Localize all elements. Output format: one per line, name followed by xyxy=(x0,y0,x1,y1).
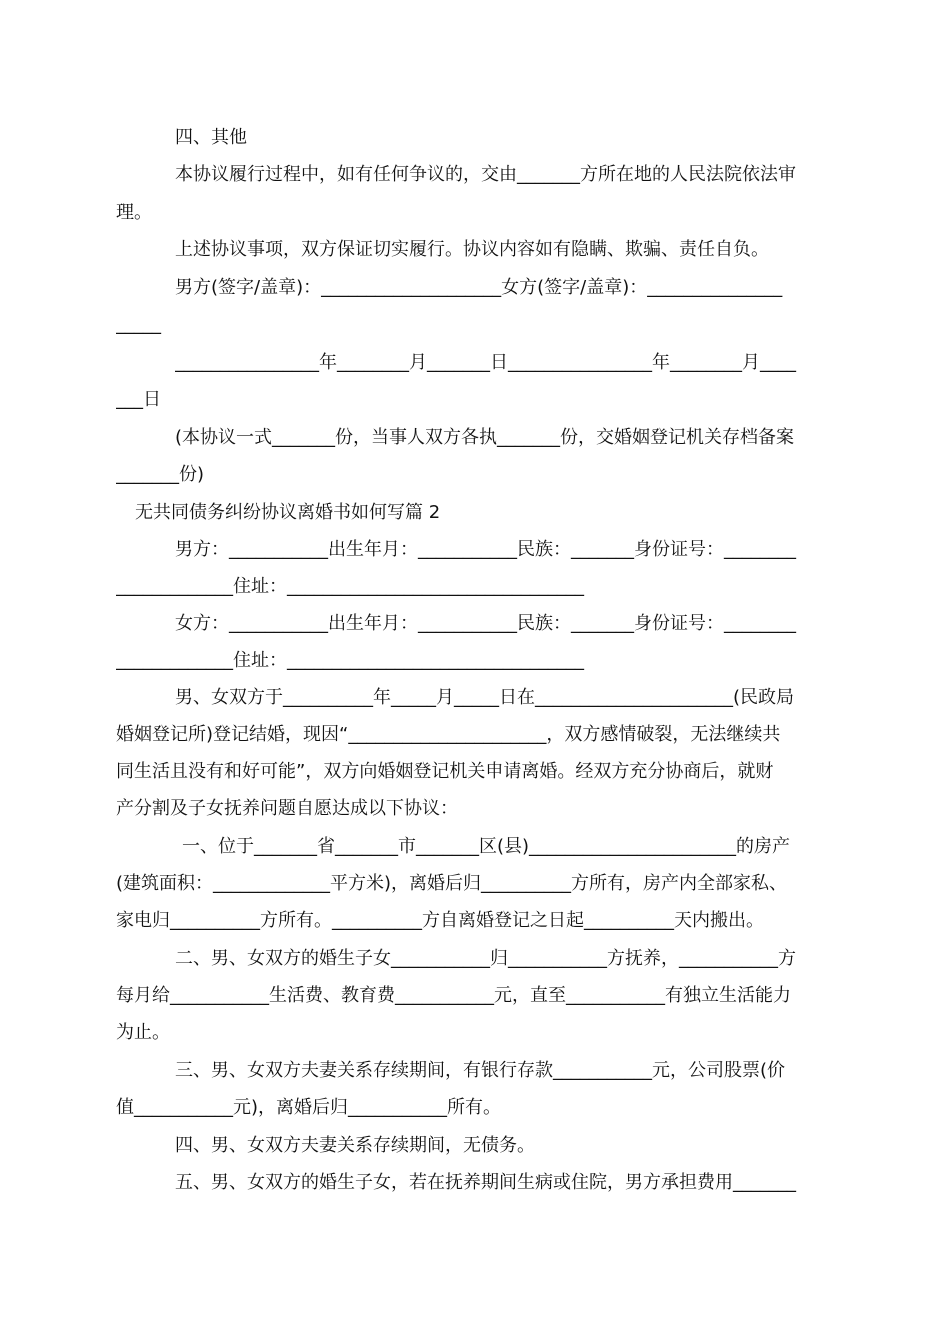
text-line xyxy=(116,866,942,902)
line-text: 家电归__________方所有。__________方自离婚登记之日起__________天内搬出。 xyxy=(116,910,764,931)
line-text: 四、其他 xyxy=(175,127,247,148)
text-line xyxy=(116,903,942,939)
line-text: 产分割及子女抚养问题自愿达成以下协议： xyxy=(116,798,458,819)
text-line xyxy=(175,157,942,193)
line-text: 同生活且没有和好可能”，双方向婚姻登记机关申请离婚。经双方充分协商后，就财 xyxy=(116,761,774,782)
line-text: 本协议履行过程中，如有任何争议的，交由_______方所在地的人民法院依法审 xyxy=(175,164,796,185)
text-line xyxy=(116,382,942,418)
line-text: ________________年________月_______日________________年________月____ xyxy=(175,352,796,373)
text-line xyxy=(175,1165,942,1201)
text-line xyxy=(175,680,942,716)
text-line xyxy=(116,457,942,493)
text-line xyxy=(175,1053,942,1089)
line-text: 上述协议事项，双方保证切实履行。协议内容如有隐瞒、欺骗、责任自负。 xyxy=(175,239,769,260)
text-line xyxy=(116,569,942,605)
text-line xyxy=(116,754,942,790)
text-line xyxy=(175,270,942,306)
text-line xyxy=(175,232,942,268)
line-text: 二、男、女双方的婚生子女___________归___________方抚养，___________方 xyxy=(175,948,796,969)
line-text: ___日 xyxy=(116,389,161,410)
text-line xyxy=(116,791,942,827)
line-text: 男方(签字/盖章)：____________________女方(签字/盖章)：_______________ xyxy=(175,277,783,298)
text-line xyxy=(116,717,942,753)
text-line xyxy=(175,1128,942,1164)
line-text: 婚姻登记所)登记结婚，现因“______________________，双方感情破裂，无法继续共 xyxy=(116,724,781,745)
text-line xyxy=(116,307,942,343)
text-line xyxy=(175,345,942,381)
line-text: 男、女双方于__________年_____月_____日在______________________(民政局 xyxy=(175,687,795,708)
line-text: 四、男、女双方夫妻关系存续期间，无债务。 xyxy=(175,1135,535,1156)
line-text: 每月给___________生活费、教育费___________元，直至___________有独立生活能力 xyxy=(116,985,791,1006)
line-text: _____________住址：_________________________________ xyxy=(116,650,584,671)
text-line xyxy=(116,1015,942,1051)
text-line xyxy=(175,120,942,156)
text-line xyxy=(182,829,942,865)
line-text: 理。 xyxy=(116,202,152,223)
line-text: 五、男、女双方的婚生子女，若在抚养期间生病或住院，男方承担费用_______ xyxy=(175,1172,796,1193)
line-text: 男方：___________出生年月：___________民族：_______身份证号：________ xyxy=(175,539,796,560)
line-text: _____ xyxy=(116,314,161,335)
text-line xyxy=(175,606,942,642)
line-text: 一、位于_______省_______市_______区(县)_______________________的房产 xyxy=(182,836,791,857)
line-text: (建筑面积：_____________平方米)，离婚后归__________方所有，房产内全部家私、 xyxy=(116,873,788,894)
text-line xyxy=(175,532,942,568)
text-line xyxy=(175,941,942,977)
text-line xyxy=(175,420,942,456)
line-text: 无共同债务纠纷协议离婚书如何写篇 2 xyxy=(135,502,441,523)
line-text: (本协议一式_______份，当事人双方各执_______份，交婚姻登记机关存档备案 xyxy=(175,427,795,448)
line-text: 为止。 xyxy=(116,1022,170,1043)
line-text: _____________住址：_________________________________ xyxy=(116,576,584,597)
line-text: 值___________元)，离婚后归___________所有。 xyxy=(116,1097,502,1118)
line-text: 三、男、女双方夫妻关系存续期间，有银行存款___________元，公司股票(价 xyxy=(175,1060,786,1081)
text-line xyxy=(135,495,942,531)
text-line xyxy=(116,643,942,679)
text-line xyxy=(116,195,942,231)
text-line xyxy=(116,978,942,1014)
line-text: 女方：___________出生年月：___________民族：_______身份证号：________ xyxy=(175,613,796,634)
text-line xyxy=(116,1090,942,1126)
line-text: _______份) xyxy=(116,464,205,485)
